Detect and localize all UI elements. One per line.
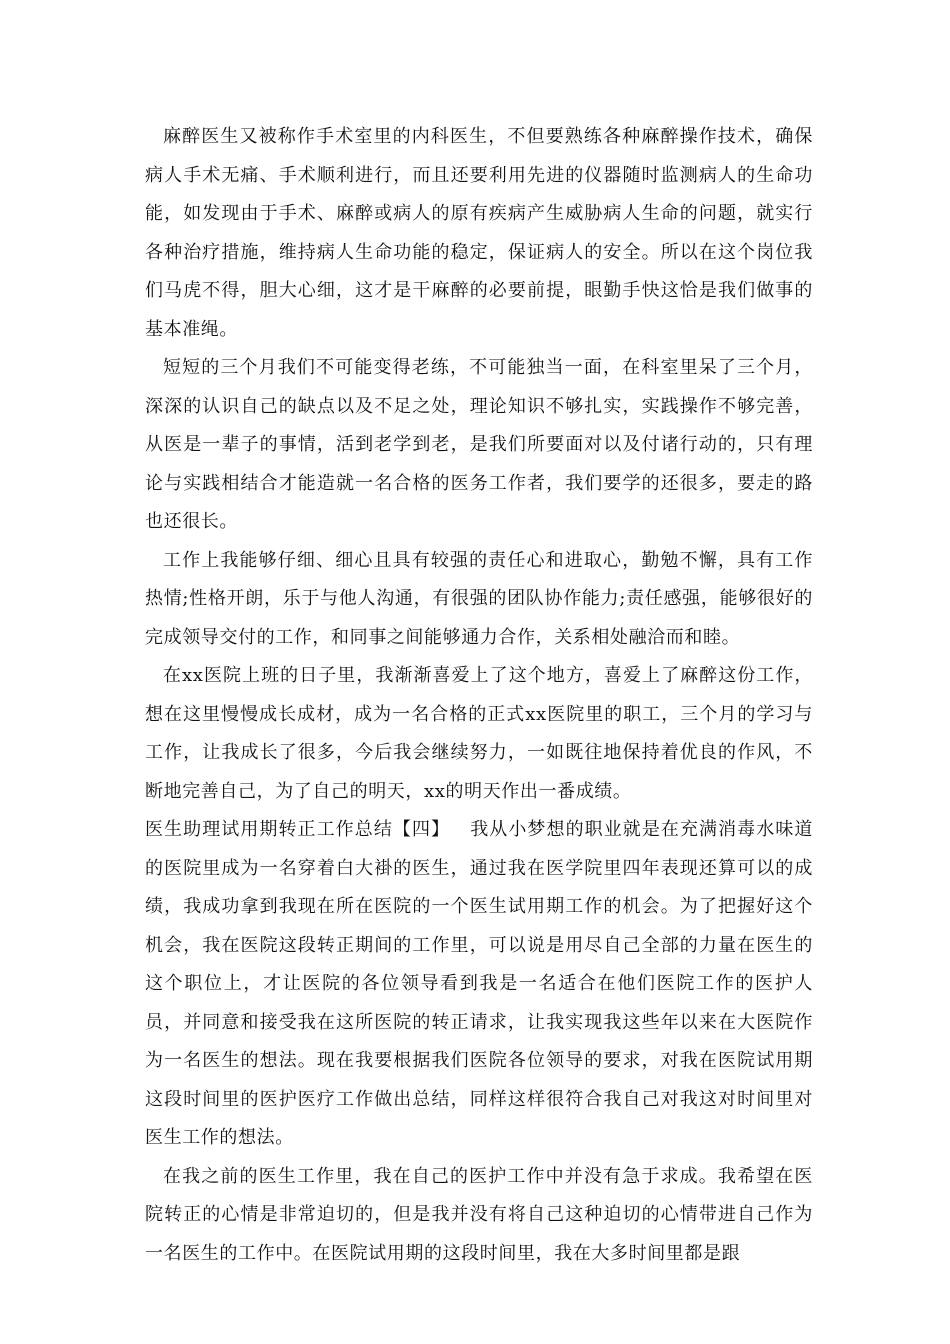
section-gap: [441, 819, 470, 840]
paragraph-hospital-days: 在xx医院上班的日子里，我渐渐喜爱上了这个地方，喜爱上了麻醉这份工作，想在这里慢慢成长成材，成为一名合格的正式xx医院里的职工，三个月的学习与工作，让我成长了很多，今后我会继续努力，一如既往地保持着优良的作风，不断地完善自己，为了自己的明天，xx的明天作出一番成绩。: [145, 665, 813, 802]
paragraph-anesthesia-role: 麻醉医生又被称作手术室里的内科医生，不但要熟练各种麻醉操作技术，确保病人手术无痛、手术顺利进行，而且还要利用先进的仪器随时监测病人的生命功能，如发现由于手术、麻醉或病人的原有疾病产生威胁病人生命的问题，就实行各种治疗措施，维持病人生命功能的稳定，保证病人的安全。所以在这个岗位我们马虎不得，胆大心细，这才是干麻醉的必要前提，眼勤手快这恰是我们做事的基本准绳。: [145, 126, 813, 340]
paragraph-three-months: 短短的三个月我们不可能变得老练，不可能独当一面，在科室里呆了三个月，深深的认识自己的缺点以及不足之处，理论知识不够扎实，实践操作不够完善，从医是一辈子的事情，活到老学到老，是我们所要面对以及付诸行动的，只有理论与实践相结合才能造就一名合格的医务工作者，我们要学的还很多，要走的路也还很长。: [145, 357, 813, 532]
document-body: [145, 118, 813, 1273]
paragraph-work-attitude: 工作上我能够仔细、细心且具有较强的责任心和进取心，勤勉不懈，具有工作热情;性格开朗，乐于与他人沟通，有很强的团队协作能力;责任感强，能够很好的完成领导交付的工作，和同事之间能够通力合作，关系相处融洽而和睦。: [145, 549, 813, 648]
paragraph-section-four: [145, 811, 813, 1158]
section-heading-body: 我从小梦想的职业就是在充满消毒水味道的医院里成为一名穿着白大褂的医生，通过我在医学院里四年表现还算可以的成绩，我成功拿到我现在所在医院的一个医生试用期工作的机会。为了把握好这个机会，我在医院这段转正期间的工作里，可以说是用尽自己全部的力量在医生的这个职位上，才让医院的各位领导看到我是一名适合在他们医院工作的医护人员，并同意和接受我在这所医院的转正请求，让我实现我这些年以来在大医院作为一名医生的想法。现在我要根据我们医院各位领导的要求，对我在医院试用期这段时间里的医护医疗工作做出总结，同样这样很符合我自己对我这对时间里对医生工作的想法。: [145, 819, 813, 1148]
paragraph-previous-work: 在我之前的医生工作里，我在自己的医护工作中并没有急于求成。我希望在医院转正的心情是非常迫切的，但是我并没有将自己这种迫切的心情带进自己作为一名医生的工作中。在医院试用期的这段时间里，我在大多时间里都是跟: [145, 1165, 813, 1264]
section-heading: 医生助理试用期转正工作总结【四】: [145, 819, 442, 840]
